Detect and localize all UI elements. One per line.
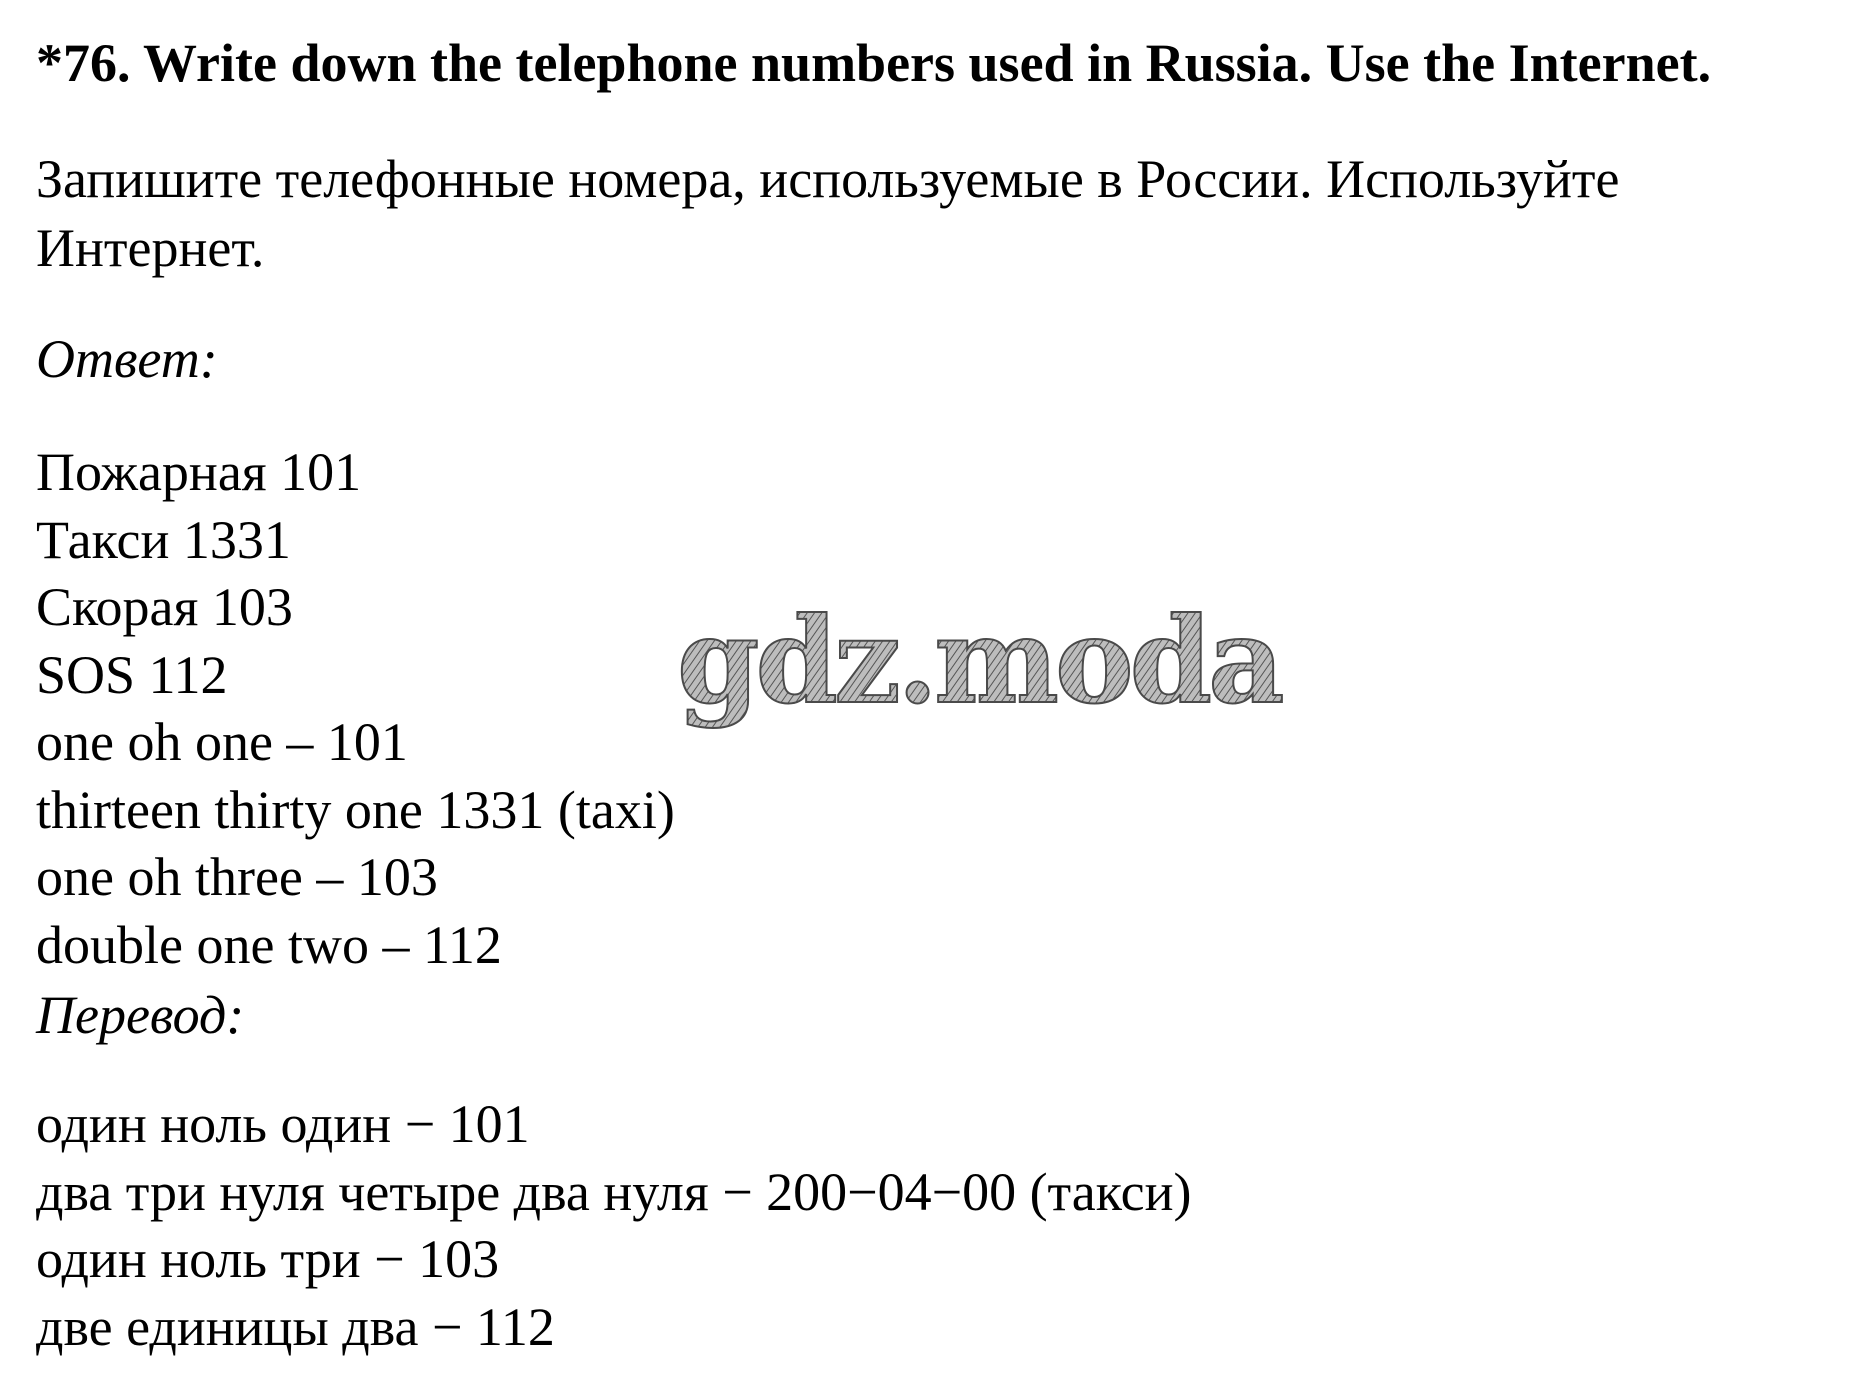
task-title: *76. Write down the telephone numbers used in Russia. Use the Internet. xyxy=(36,33,1712,93)
translation-list xyxy=(36,1091,1192,1361)
answer-line: one oh one – 101 xyxy=(36,712,408,772)
answer-list xyxy=(36,439,675,979)
answer-line: double one two – 112 xyxy=(36,914,502,975)
answer-line: Пожарная 101 xyxy=(36,442,362,502)
answer-line: one oh three – 103 xyxy=(36,847,438,907)
watermark-logo xyxy=(675,591,1281,742)
task-russian-instruction: Запишите телефонные номера, используемые в России. Используйте Интернет. xyxy=(36,149,1620,278)
answer-line: thirteen thirty one 1331 (taxi) xyxy=(36,779,675,840)
translation-line: две единицы два − 112 xyxy=(36,1296,555,1357)
answer-line: Скорая 103 xyxy=(36,577,293,637)
translation-label: Перевод: xyxy=(36,985,245,1045)
watermark-text: gdz.moda xyxy=(677,591,1281,730)
answer-line: Такси 1331 xyxy=(36,509,291,570)
answer-label: Ответ: xyxy=(36,329,218,389)
watermark-svg xyxy=(675,591,1281,742)
translation-line: один ноль три − 103 xyxy=(36,1229,500,1289)
translation-line: два три нуля четыре два нуля − 200−04−00 (такси) xyxy=(36,1161,1192,1222)
answer-line: SOS 112 xyxy=(36,644,228,705)
translation-line: один ноль один − 101 xyxy=(36,1094,530,1154)
